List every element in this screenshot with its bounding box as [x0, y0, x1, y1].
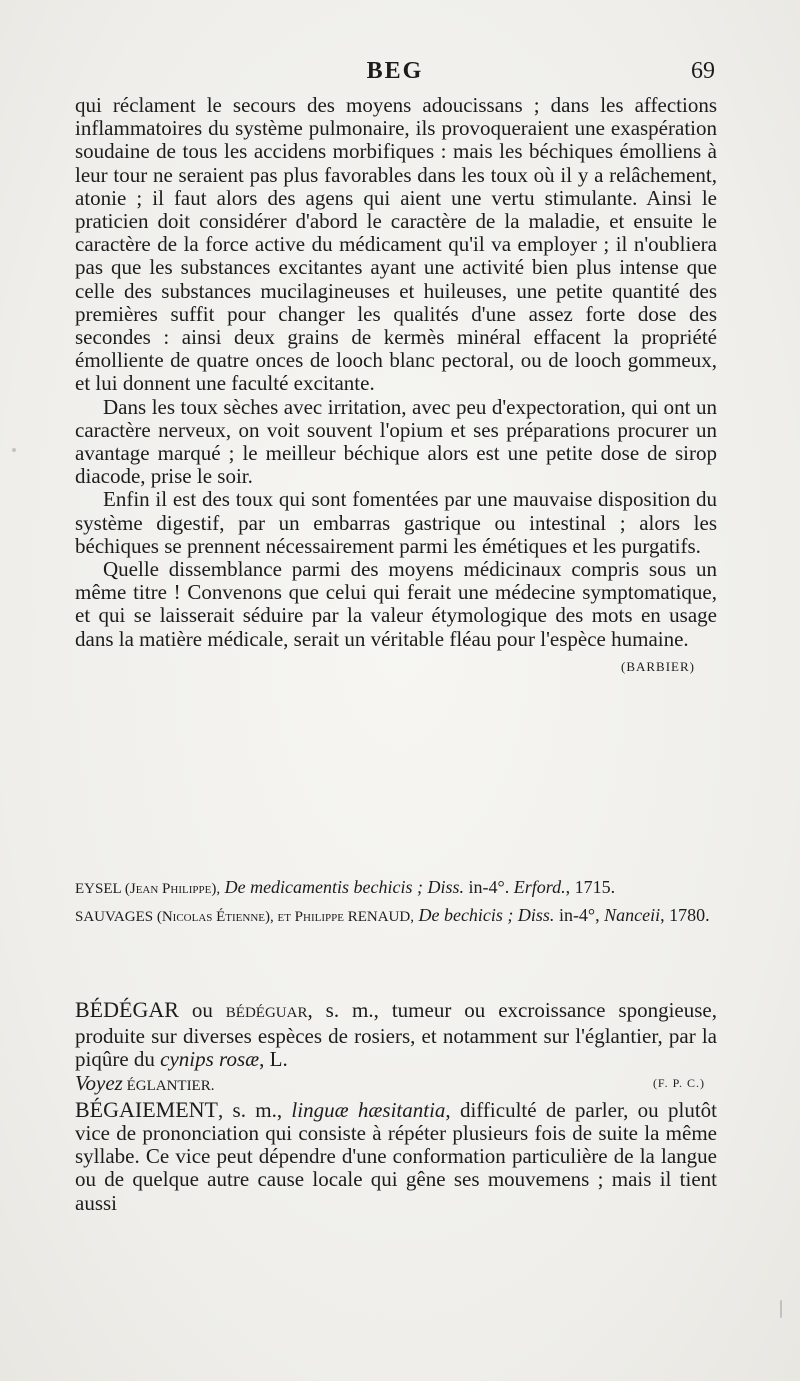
bib-title: De medicamentis bechicis ; Diss. — [224, 877, 465, 897]
article-body — [75, 94, 717, 679]
paragraph-continued: qui réclament le secours des moyens adoucissans ; dans les affections inflammatoires du système pulmonaire, ils provoqueraient une exaspération soudaine de tous les accidens morbifiques : mais les béchiques émolliens à leur tour ne seraient pas plus favorables dans les toux où il y a relâchement, atonie ; il faut alors des agens qui aient une vertu stimulante. Ainsi le praticien doit considérer d'abord le caractère de la maladie, et ensuite le caractère de la force active du médicament qu'il va employer ; il n'oubliera pas que les substances excitantes ayant une activité bien plus intense que celle des substances mucilagineuses et huileuses, une petite quantité des premières suffit pour changer les qualités d'une assez forte dose des secondes : ainsi deux grains de kermès minéral effacent la propriété émolliente de quatre onces de looch blanc pectoral, ou de looch gommeux, et lui donnent une faculté excitante. — [75, 93, 717, 396]
latin-name: cynips rosæ — [160, 1047, 260, 1072]
bib-format: in-4°, — [554, 905, 605, 925]
running-head: BEG — [366, 58, 424, 84]
entry-text: , s. m., tumeur ou excroissance spongieuse, produite sur diverses espèces de rosiers, et notamment sur l'églantier, par la piqûre du — [75, 998, 718, 1072]
headword-variant: BÉDÉGUAR — [225, 1005, 308, 1021]
crossref-target: ÉGLANTIER. — [122, 1077, 215, 1094]
page-number: 69 — [691, 58, 715, 84]
entry-bedegar — [75, 998, 717, 1098]
paragraph-conclusion: Quelle dissemblance parmi des moyens médicinaux compris sous un même titre ! Convenons que celui qui ferait une médecine symptomatique, et qui se laisserait séduire par la valeur étymologique des mots en usage dans la matière médicale, serait un véritable fléau pour l'espèce humaine. — [75, 557, 717, 651]
headword: BÉDÉGAR — [75, 997, 179, 1022]
paragraph-digestive: Enfin il est des toux qui sont fomentées par une mauvaise disposition du système digestif, par un embarras gastrique ou intestinal ; alors les béchiques se prennent nécessairement parmi les émétiques et les purgatifs. — [75, 487, 717, 558]
author-initials: (F. P. C.) — [652, 1075, 705, 1090]
bibliography-entry — [75, 904, 725, 928]
entry-text: , s. m., — [217, 1097, 292, 1122]
bibliography — [75, 876, 725, 932]
cross-reference — [75, 1072, 214, 1098]
cross-reference-line — [75, 1072, 717, 1098]
dictionary-entries — [75, 998, 717, 1215]
bib-place: Erford. — [513, 877, 566, 897]
bib-year: , 1780. — [660, 905, 710, 925]
paragraph-dry-cough: Dans les toux sèches avec irritation, avec peu d'expectoration, qui ont un caractère nerveux, on voit souvent l'opium et ses préparations procurer un avantage marqué ; le meilleur béchique alors est une petite dose de sirop diacode, prise le soir. — [75, 394, 717, 489]
entry-text: , L. — [259, 1047, 288, 1072]
bib-year: , 1715. — [565, 877, 616, 897]
author-signature: (BARBIER) — [621, 658, 695, 674]
variant-prefix: ou — [178, 998, 226, 1022]
entry-text: , difficulté de parler, ou plutôt vice de prononciation qui consiste à répéter plusieurs fois de suite la même syllabe. Ce vice peut dépendre d'une conformation particulière de la langue ou de quelque autre cause locale qui gêne ses mouvemens ; mais il tient aussi — [75, 1097, 717, 1215]
see-label: Voyez — [75, 1070, 123, 1095]
bib-place: Nanceii — [604, 905, 661, 925]
latin-name: linguæ hæsitantia — [291, 1097, 446, 1122]
headword: BÉGAIEMENT — [75, 1096, 218, 1122]
bib-format: in-4°. — [464, 877, 514, 897]
bib-author: EYSEL (Jean Philippe), — [75, 881, 221, 897]
bibliography-entry — [75, 876, 725, 900]
paper-speck — [12, 448, 16, 452]
bib-title: De bechicis ; Diss. — [418, 905, 555, 925]
page-header — [75, 58, 715, 94]
paper-speck — [780, 1300, 782, 1318]
entry-begaiement — [75, 1098, 717, 1215]
bib-author: SAUVAGES (Nicolas Étienne), et Philippe RENAUD, — [75, 909, 414, 925]
